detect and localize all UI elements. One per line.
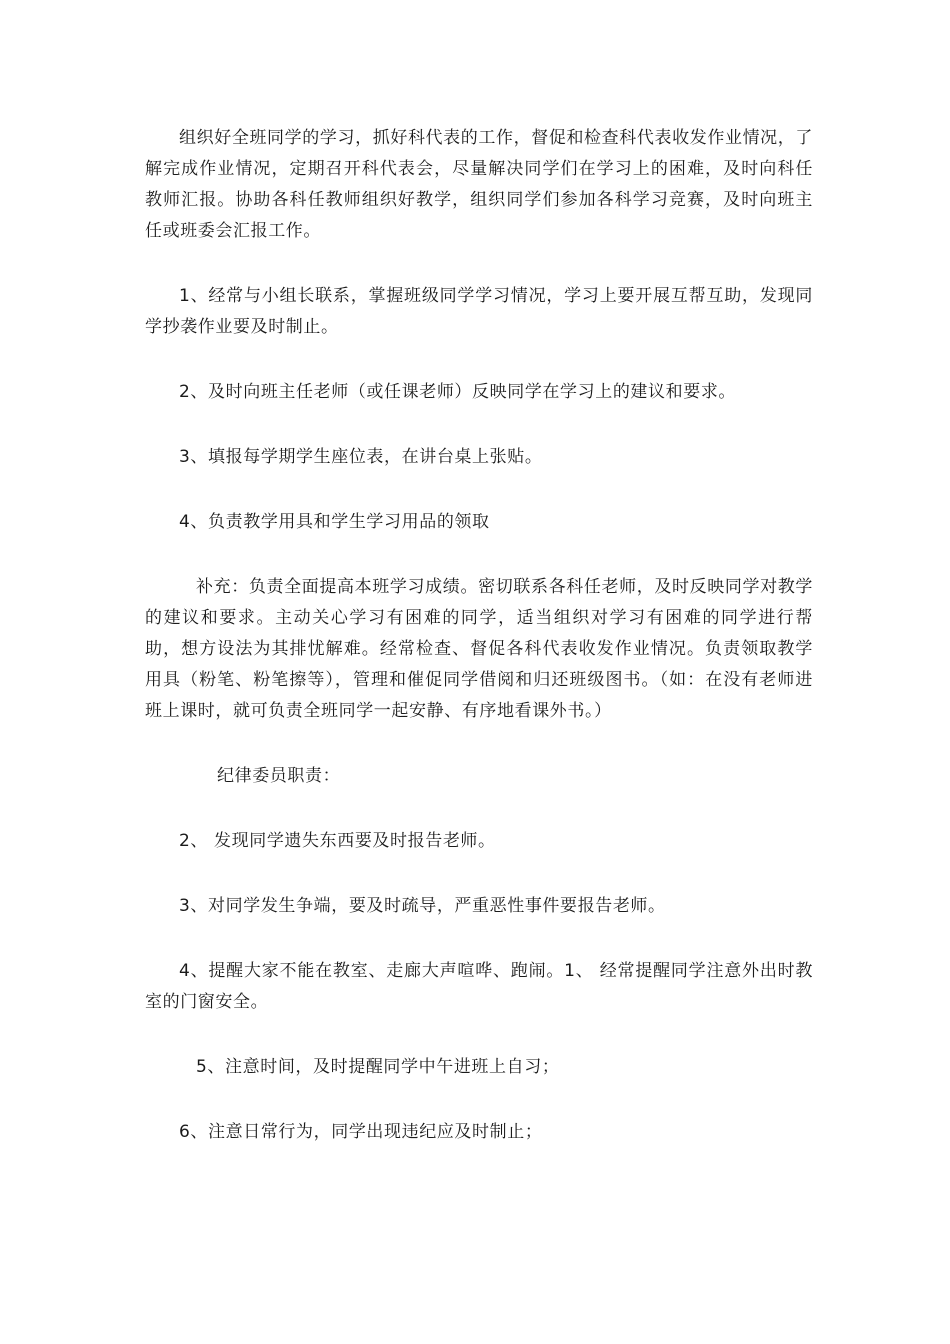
paragraph-item-2: 2、及时向班主任老师（或任课老师）反映同学在学习上的建议和要求。 [179, 382, 737, 402]
paragraph-discipline-item-2: 2、 发现同学遗失东西要及时报告老师。 [179, 831, 496, 851]
paragraph-item-1: 1、经常与小组长联系，掌握班级同学学习情况，学习上要开展互帮互助，发现同学抄袭作业要及时制止。 [145, 286, 813, 337]
paragraph-discipline-item-5: 5、注意时间，及时提醒同学中午进班上自习； [196, 1057, 560, 1077]
paragraph-discipline-item-6: 6、注意日常行为，同学出现违纪应及时制止； [179, 1122, 543, 1142]
paragraph-discipline-item-3: 3、对同学发生争端，要及时疏导，严重恶性事件要报告老师。 [179, 896, 666, 916]
paragraph-item-3: 3、填报每学期学生座位表，在讲台桌上张贴。 [179, 447, 543, 467]
section-heading-discipline: 纪律委员职责： [217, 766, 341, 786]
paragraph-discipline-item-4: 4、提醒大家不能在教室、走廊大声喧哗、跑闹。1、 经常提醒同学注意外出时教室的门窗安全。 [145, 961, 813, 1012]
paragraph-study-committee-duties: 组织好全班同学的学习，抓好科代表的工作，督促和检查科代表收发作业情况，了解完成作业情况，定期召开科代表会，尽量解决同学们在学习上的困难，及时向科任教师汇报。协助各科任教师组织好教学，组织同学们参加各科学习竞赛，及时向班主任或班委会汇报工作。 [145, 128, 813, 241]
paragraph-item-4: 4、负责教学用具和学生学习用品的领取 [179, 512, 490, 532]
paragraph-supplement: 补充：负责全面提高本班学习成绩。密切联系各科任老师，及时反映同学对教学的建议和要求。主动关心学习有困难的同学，适当组织对学习有困难的同学进行帮助，想方设法为其排忧解难。经常检查、督促各科代表收发作业情况。负责领取教学用具（粉笔、粉笔擦等），管理和催促同学借阅和归还班级图书。（如：在没有老师进班上课时，就可负责全班同学一起安静、有序地看课外书。） [145, 577, 813, 721]
document-body [145, 123, 813, 1148]
